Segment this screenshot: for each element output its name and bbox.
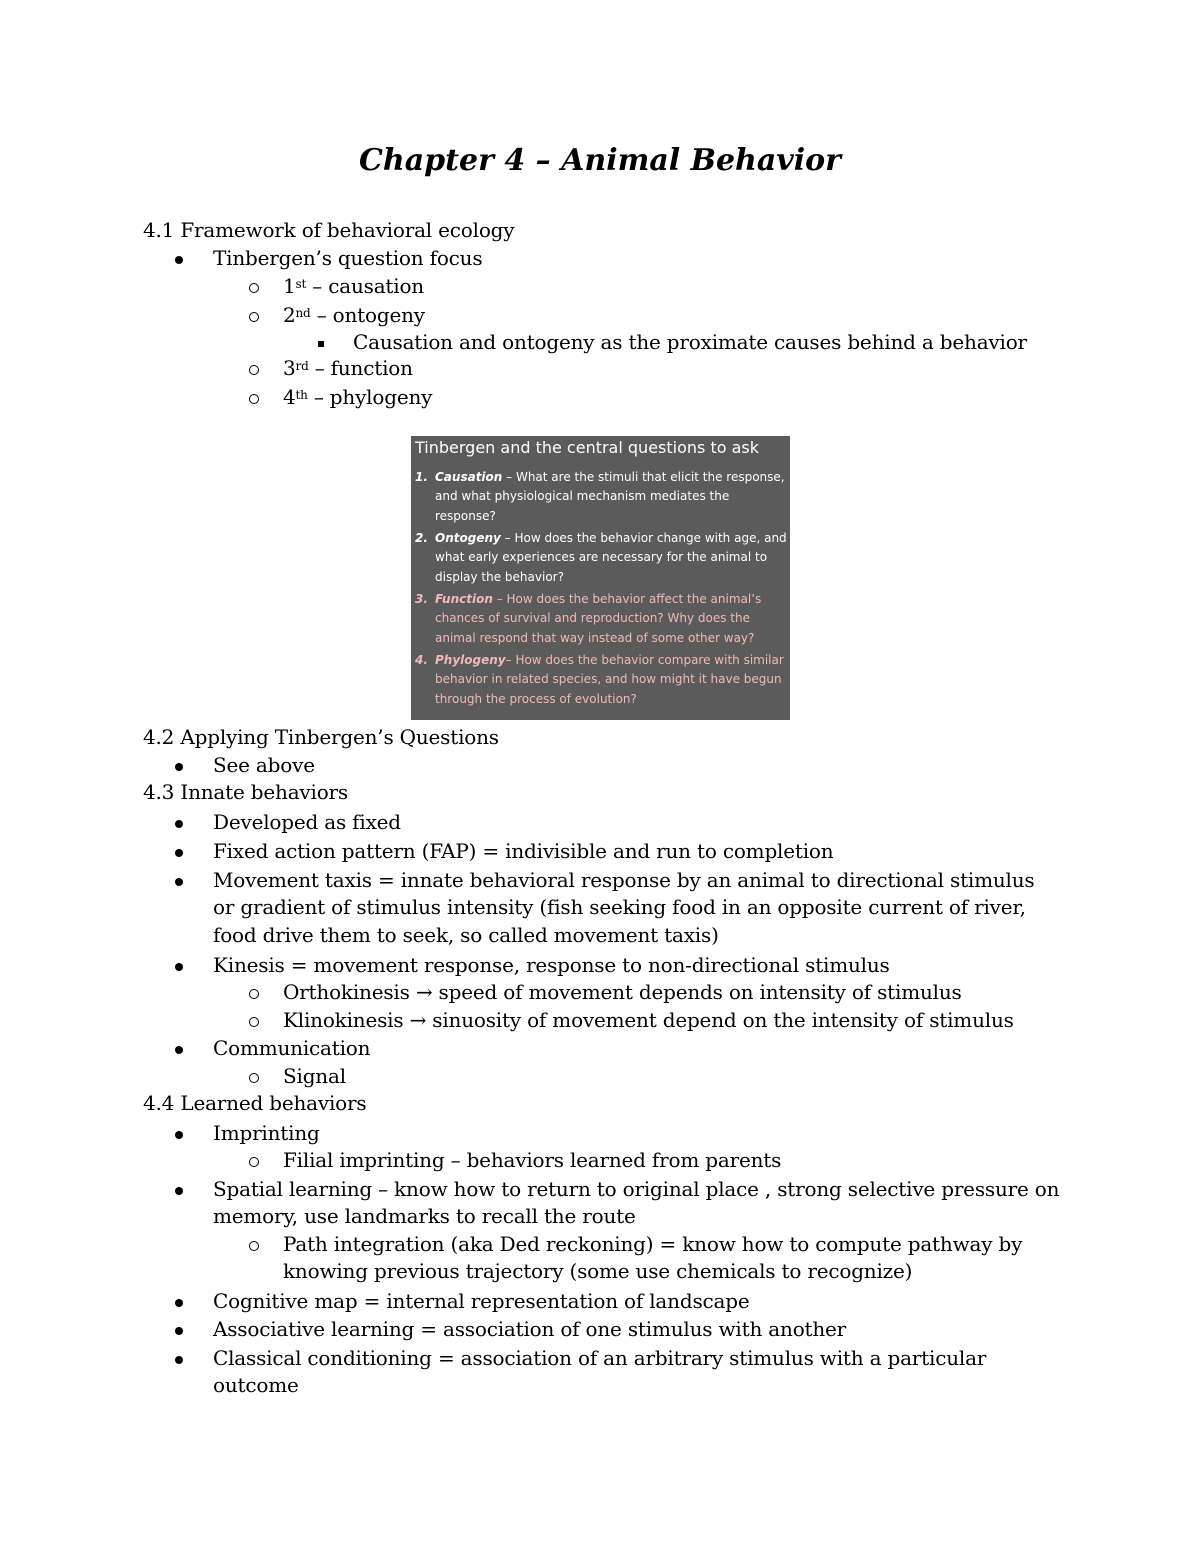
bullet-icon: [175, 1317, 183, 1341]
bullet-icon: [175, 1036, 183, 1060]
bullet-icon: [175, 810, 183, 834]
list-item: Communication: [213, 1036, 371, 1060]
circle-bullet-icon: [249, 356, 259, 380]
bullet-icon: [175, 1121, 183, 1145]
circle-bullet-icon: [249, 303, 259, 327]
section-heading-4-2: 4.2 Applying Tinbergen’s Questions: [143, 725, 499, 749]
list-item-continued: outcome: [213, 1373, 299, 1397]
square-bullet-icon: [318, 330, 324, 354]
list-item-continued: knowing previous trajectory (some use chemicals to recognize): [283, 1259, 913, 1283]
list-item: Fixed action pattern (FAP) = indivisible and run to completion: [213, 839, 834, 863]
slide-item-phylogeny: 4. Phylogeny– How does the behavior compare with similar behavior in related species, and how might it have begun through the process of evolution?: [415, 653, 784, 706]
circle-bullet-icon: [249, 1008, 259, 1032]
list-item: See above: [213, 753, 315, 777]
bullet-icon: [175, 753, 183, 777]
list-item: Classical conditioning = association of an arbitrary stimulus with a particular: [213, 1346, 987, 1370]
bullet-icon: [175, 1177, 183, 1201]
list-item: Causation and ontogeny as the proximate causes behind a behavior: [353, 330, 1027, 354]
circle-bullet-icon: [249, 274, 259, 298]
list-item: Orthokinesis → speed of movement depends on intensity of stimulus: [283, 980, 962, 1004]
slide-item-function: 3. Function – How does the behavior affect the animal’s chances of survival and reproduction? Why does the animal respond that way instead of some other way?: [415, 592, 762, 645]
section-heading-4-4: 4.4 Learned behaviors: [143, 1091, 367, 1115]
bullet-icon: [175, 246, 183, 270]
list-item: 4th – phylogeny: [283, 385, 433, 409]
list-item: 2nd – ontogeny: [283, 303, 425, 327]
list-item: Imprinting: [213, 1121, 320, 1145]
circle-bullet-icon: [249, 1232, 259, 1256]
list-item: Klinokinesis → sinuosity of movement depend on the intensity of stimulus: [283, 1008, 1014, 1032]
bullet-icon: [175, 839, 183, 863]
list-item-continued: food drive them to seek, so called movement taxis): [213, 923, 719, 947]
list-item: Associative learning = association of one stimulus with another: [213, 1317, 847, 1341]
list-item: Filial imprinting – behaviors learned from parents: [283, 1148, 782, 1172]
circle-bullet-icon: [249, 385, 259, 409]
list-item: Kinesis = movement response, response to non-directional stimulus: [213, 953, 890, 977]
section-heading-4-3: 4.3 Innate behaviors: [143, 780, 348, 804]
slide-item-ontogeny: 2. Ontogeny – How does the behavior change with age, and what early experiences are necessary for the animal to display the behavior?: [415, 531, 787, 584]
page-title: Chapter 4 – Animal Behavior: [359, 143, 841, 178]
list-item: Cognitive map = internal representation of landscape: [213, 1289, 750, 1313]
circle-bullet-icon: [249, 1064, 259, 1088]
bullet-icon: [175, 953, 183, 977]
list-item: 3rd – function: [283, 356, 413, 380]
bullet-icon: [175, 1289, 183, 1313]
bullet-icon: [175, 868, 183, 892]
list-item-continued: or gradient of stimulus intensity (fish seeking food in an opposite current of river,: [213, 895, 1026, 919]
list-item: Signal: [283, 1064, 346, 1088]
bullet-icon: [175, 1346, 183, 1370]
list-item: Tinbergen’s question focus: [213, 246, 483, 270]
circle-bullet-icon: [249, 1148, 259, 1172]
section-heading-4-1: 4.1 Framework of behavioral ecology: [143, 218, 515, 242]
slide-title: Tinbergen and the central questions to ask: [415, 438, 759, 457]
tinbergen-slide-image: [411, 436, 790, 720]
list-item-continued: memory, use landmarks to recall the route: [213, 1204, 636, 1228]
list-item: Spatial learning – know how to return to original place , strong selective pressure on: [213, 1177, 1060, 1201]
circle-bullet-icon: [249, 980, 259, 1004]
list-item: Developed as fixed: [213, 810, 401, 834]
slide-item-causation: 1. Causation – What are the stimuli that elicit the response, and what physiological mechanism mediates the response?: [415, 470, 785, 523]
list-item: Path integration (aka Ded reckoning) = know how to compute pathway by: [283, 1232, 1023, 1256]
list-item: Movement taxis = innate behavioral response by an animal to directional stimulus: [213, 868, 1035, 892]
list-item: 1st – causation: [283, 274, 424, 298]
